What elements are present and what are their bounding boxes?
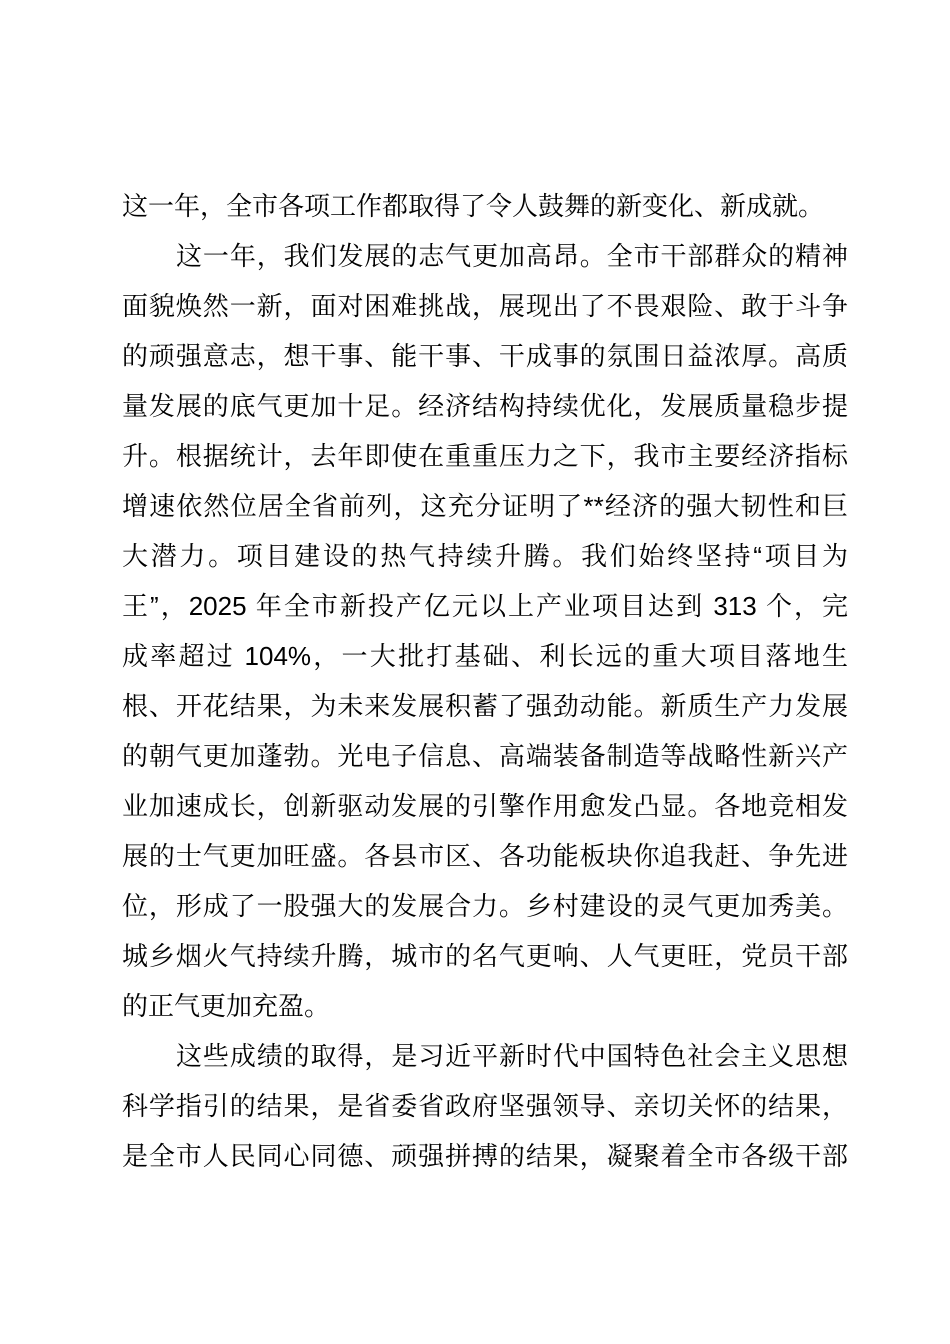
text-line: 的朝气更加蓬勃。光电子信息、高端装备制造等战略性新兴产 [122,741,848,771]
text-line: 这一年，全市各项工作都取得了令人鼓舞的新变化、新成就。 [122,191,825,221]
text-line: 根、开花结果，为未来发展积蓄了强劲动能。新质生产力发展 [122,691,848,721]
text-line: 业加速成长，创新驱动发展的引擎作用愈发凸显。各地竞相发 [122,791,848,821]
text-line: 是全市人民同心同德、顽强拼搏的结果，凝聚着全市各级干部 [122,1141,848,1171]
text-line: 位，形成了一股强大的发展合力。乡村建设的灵气更加秀美。 [122,891,848,921]
text-line: 这些成绩的取得，是习近平新时代中国特色社会主义思想 [176,1041,848,1071]
text-line: 这一年，我们发展的志气更加高昂。全市干部群众的精神 [176,241,848,271]
text-line: 城乡烟火气持续升腾，城市的名气更响、人气更旺，党员干部 [122,941,848,971]
document-text-block [122,181,848,1181]
text-line: 量发展的底气更加十足。经济结构持续优化，发展质量稳步提 [122,391,848,421]
text-line: 的顽强意志，想干事、能干事、干成事的氛围日益浓厚。高质 [122,341,848,371]
text-line: 大潜力。项目建设的热气持续升腾。我们始终坚持“项目为 [122,541,848,571]
text-line: 的正气更加充盈。 [122,991,331,1021]
text-line: 升。根据统计，去年即使在重重压力之下，我市主要经济指标 [122,441,848,471]
text-line: 王”，2025 年全市新投产亿元以上产业项目达到 313 个，完 [122,591,848,621]
text-line: 成率超过 104%，一大批打基础、利长远的重大项目落地生 [122,641,848,671]
text-line: 展的士气更加旺盛。各县市区、各功能板块你追我赶、争先进 [122,841,848,871]
text-line: 增速依然位居全省前列，这充分证明了**经济的强大韧性和巨 [122,491,848,521]
text-line: 面貌焕然一新，面对困难挑战，展现出了不畏艰险、敢于斗争 [122,291,848,321]
text-line: 科学指引的结果，是省委省政府坚强领导、亲切关怀的结果， [122,1091,848,1121]
